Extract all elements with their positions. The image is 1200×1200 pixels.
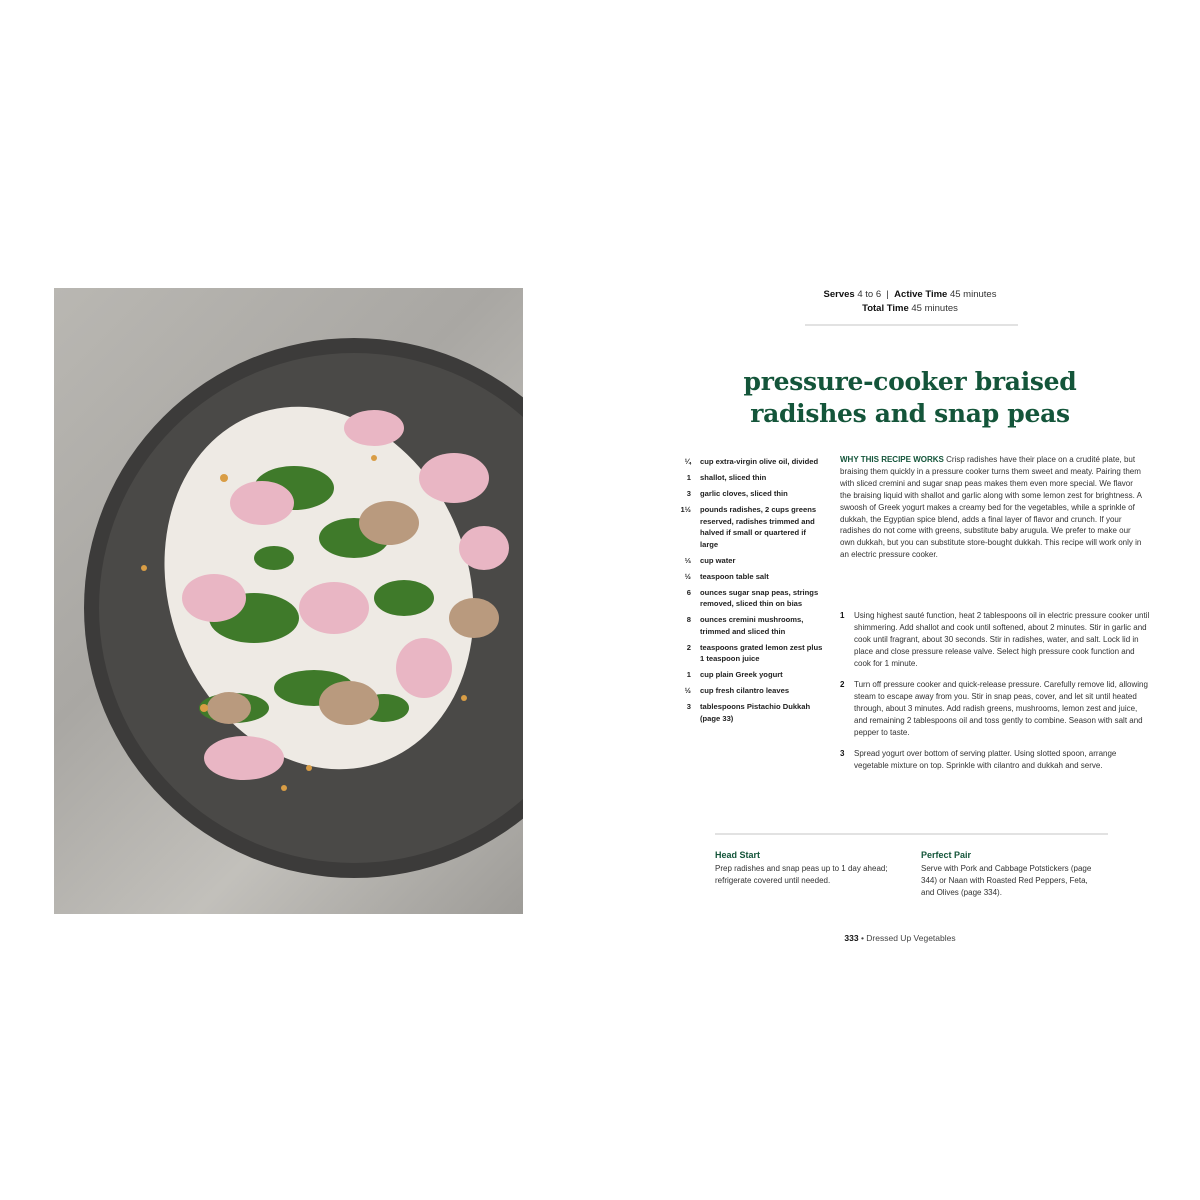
intro-label: WHY THIS RECIPE WORKS [840, 455, 944, 464]
ingredient-quantity: 3 [686, 489, 691, 498]
ingredient-text: cup plain Greek yogurt [700, 670, 783, 679]
ingredient-quantity: ⅓ [684, 555, 691, 565]
ingredient-item [676, 587, 826, 610]
meta-separator: | [886, 289, 889, 300]
page-number: 333 [844, 933, 859, 943]
perfect-pair-text: Serve with Pork and Cabbage Potstickers (page 344) or Naan with Roasted Red Peppers, Feta, and Olives (page 334). [921, 864, 1092, 897]
ingredient-item [676, 488, 826, 500]
ingredient-quantity: 2 [686, 642, 691, 652]
ingredient-quantity: 1 [686, 670, 691, 679]
ingredient-text: tablespoons Pistachio Dukkah (page 33) [700, 702, 811, 723]
serves-label: Serves [823, 289, 855, 300]
ingredient-item [676, 571, 826, 583]
step-text: Using highest sauté function, heat 2 tablespoons oil in electric pressure cooker until shimmering. Add shallot and cook until softened, about 2 minutes. Stir in garlic and cook until fragrant, about 30 seconds. Stir in radishes, water, and salt. Lock lid in place and close pressure release valve. Select high pressure cook function and cook for 1 minute. [854, 611, 1150, 668]
recipe-meta [760, 288, 1060, 316]
ingredient-text: teaspoons grated lemon zest plus 1 teaspoon juice [700, 642, 823, 663]
ingredient-text: garlic cloves, sliced thin [700, 489, 788, 498]
ingredient-quantity: ½ [684, 686, 691, 695]
perfect-pair-title: Perfect Pair [921, 850, 972, 860]
ingredient-item [676, 555, 826, 567]
food-photo [54, 288, 523, 914]
title-line: pressure-cooker braised [743, 367, 1077, 396]
ingredient-text: ounces cremini mushrooms, trimmed and sliced thin [700, 615, 804, 636]
intro-text: Crisp radishes have their place on a crudité plate, but braising them quickly in a pressure cooker turns them sweet and meaty. Pairing them with sliced cremini and sugar snap peas makes them even more special. We flavor the braising liquid with shallot and garlic along with some lemon zest for brightness. A swoosh of Greek yogurt makes a creamy bed for the vegetables, while a sprinkle of dukkah, the Egyptian spice blend, adds a final layer of flavor and crunch. If your radishes do not come with greens, substitute baby arugula. We prefer to make our own dukkah, but you can substitute store-bought dukkah. This recipe will work only in an electric pressure cooker. [840, 455, 1142, 560]
ingredient-item [676, 669, 826, 681]
ingredients-list [676, 456, 826, 729]
ingredient-text: cup extra-virgin olive oil, divided [700, 457, 819, 466]
page-footer [700, 933, 1100, 943]
recipe-title [700, 366, 1120, 430]
ingredient-quantity: 8 [686, 615, 691, 624]
ingredient-item [676, 614, 826, 637]
total-time-value: 45 minutes [911, 303, 958, 314]
why-this-recipe-works [840, 454, 1145, 561]
ingredient-quantity: 1 [686, 473, 691, 482]
serves-value: 4 to 6 [857, 289, 882, 300]
ingredient-text: teaspoon table salt [700, 571, 769, 581]
perfect-pair-box [921, 849, 1101, 899]
head-start-box [715, 849, 900, 887]
step-number: 1 [840, 611, 845, 620]
step-item [840, 748, 1150, 772]
ingredient-item [676, 472, 826, 484]
footer-separator: • [860, 933, 864, 943]
steps-list [840, 610, 1150, 781]
ingredient-item [676, 456, 826, 468]
divider [805, 324, 1018, 326]
ingredient-quantity: ¼ [684, 457, 691, 466]
total-time-label: Total Time [862, 303, 909, 314]
ingredient-item [676, 701, 826, 724]
ingredient-text: cup water [700, 555, 736, 565]
ingredient-text: ounces sugar snap peas, strings removed, sliced thin on bias [700, 587, 819, 608]
ingredient-quantity: 6 [686, 587, 691, 597]
head-start-text: Prep radishes and snap peas up to 1 day ahead; refrigerate covered until needed. [715, 864, 888, 885]
active-time-label: Active Time [894, 289, 948, 300]
ingredient-item [676, 685, 826, 697]
title-line: radishes and snap peas [750, 399, 1070, 428]
plate-illustration [54, 288, 523, 914]
step-text: Spread yogurt over bottom of serving platter. Using slotted spoon, arrange vegetable mixture on top. Sprinkle with cilantro and dukkah and serve. [854, 749, 1117, 770]
ingredient-item [676, 504, 826, 550]
head-start-title: Head Start [715, 850, 761, 860]
step-number: 2 [840, 680, 845, 689]
ingredient-text: shallot, sliced thin [700, 473, 767, 482]
active-time-value: 45 minutes [949, 289, 997, 300]
ingredient-item [676, 642, 826, 665]
step-number: 3 [840, 749, 845, 758]
step-item [840, 679, 1150, 739]
step-item [840, 610, 1150, 670]
ingredient-quantity: 1½ [680, 505, 691, 514]
step-text: Turn off pressure cooker and quick-release pressure. Carefully remove lid, allowing steam to escape away from you. Stir in snap peas, cover, and let sit until heated through, about 3 minutes. Add radish greens, mushrooms, lemon zest and juice, and remaining 2 tablespoons oil and toss gently to combine. Season with salt and pepper to taste. [854, 680, 1148, 737]
ingredient-text: cup fresh cilantro leaves [700, 686, 790, 695]
ingredient-quantity: ½ [684, 571, 691, 581]
divider [715, 833, 1108, 835]
section-name: Dressed Up Vegetables [866, 933, 956, 943]
ingredient-text: pounds radishes, 2 cups greens reserved, radishes trimmed and halved if small or quartered if large [700, 505, 817, 549]
ingredient-quantity: 3 [686, 702, 691, 711]
